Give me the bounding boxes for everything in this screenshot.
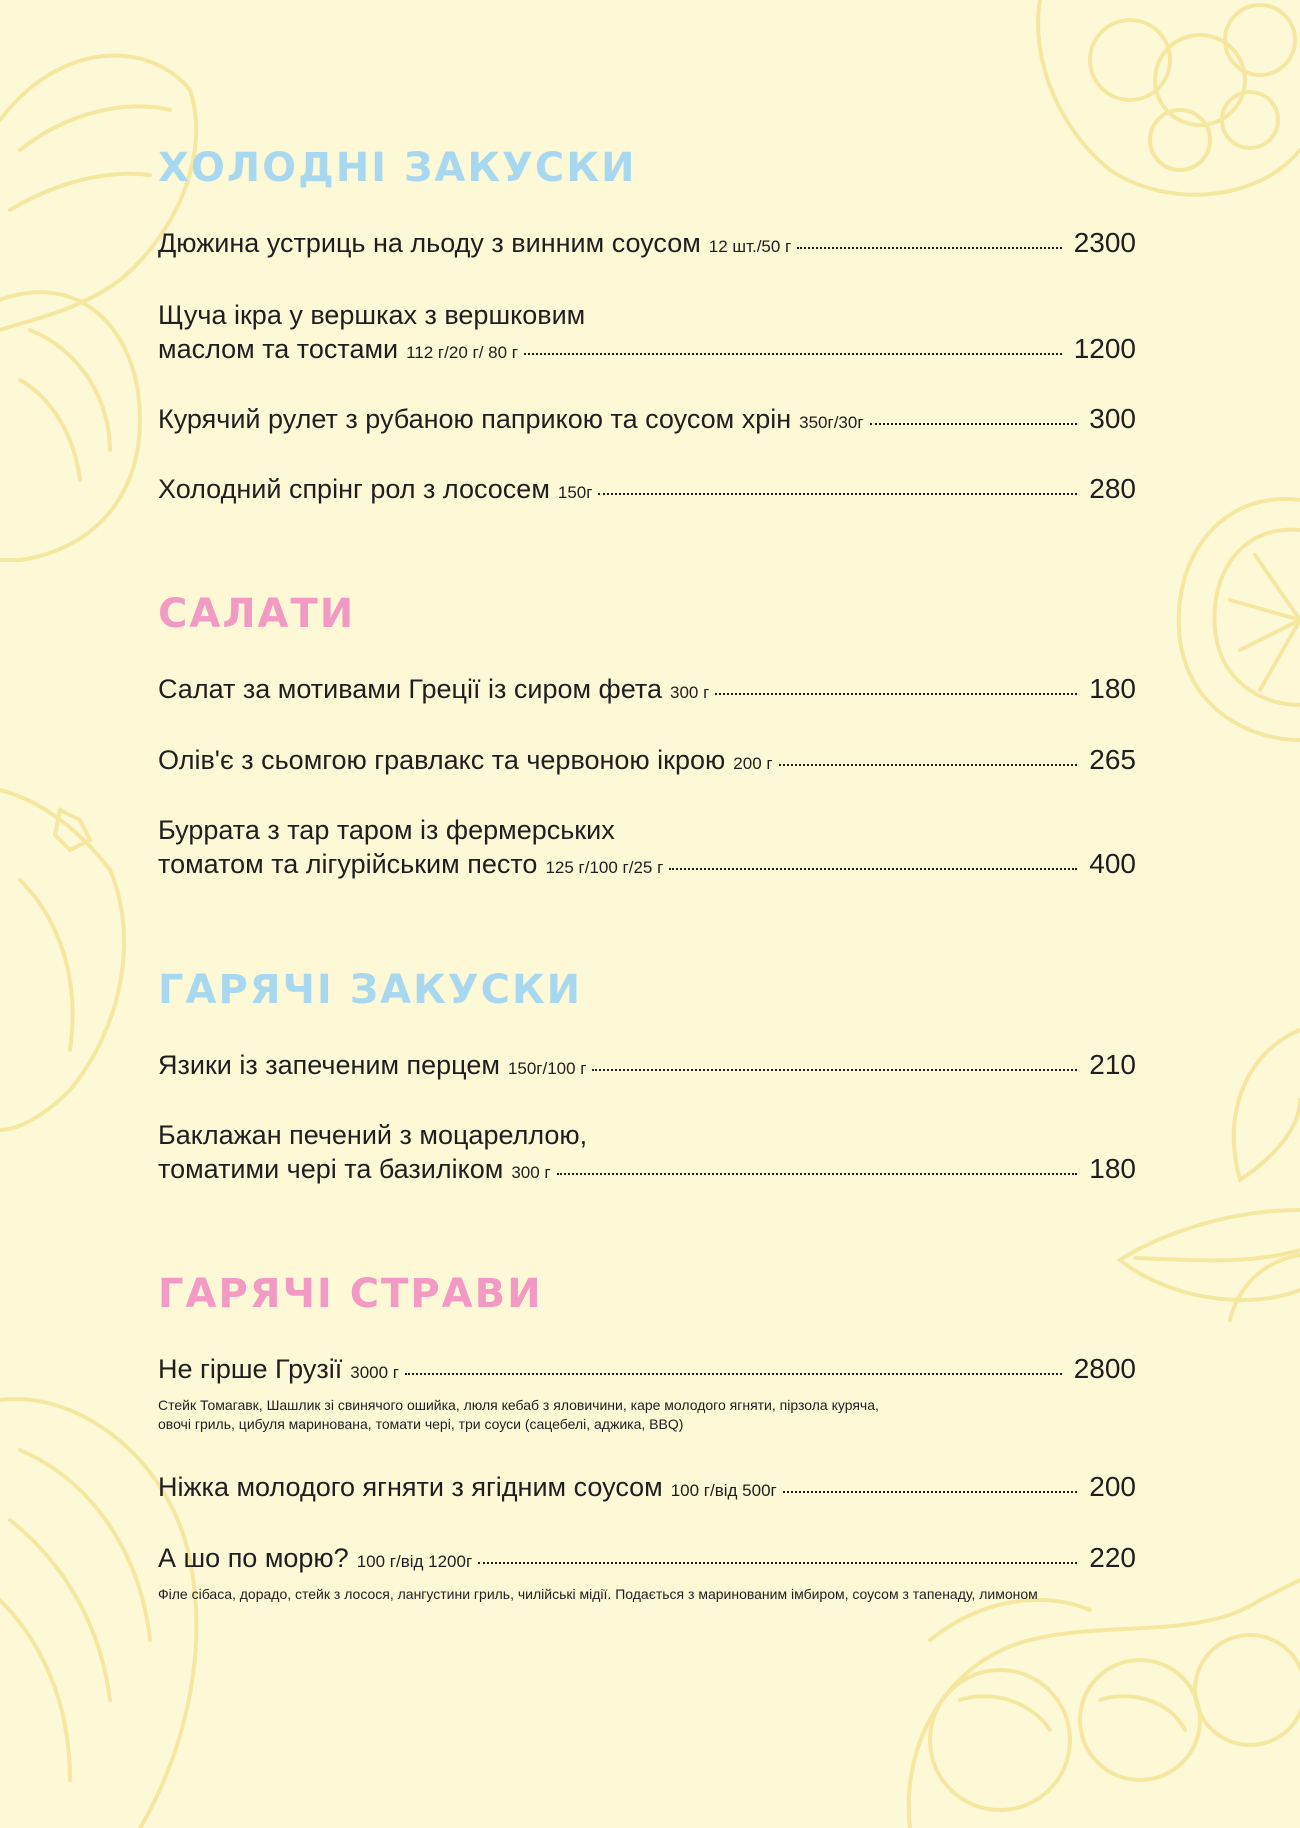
menu-item bbox=[158, 1048, 1136, 1086]
dish-name: Олів'є з сьомгою гравлакс та червоною ікрою bbox=[158, 745, 726, 775]
dish-description-line: Філе сібаса, дорадо, стейк з лосося, лангустини гриль, чилійські мідії. Подається з маринованим імбиром, соусом з тапенаду, лимоном bbox=[158, 1586, 1038, 1602]
dish-description bbox=[158, 1396, 1136, 1434]
dish-weight: 150г bbox=[557, 483, 593, 502]
dish-price: 2300 bbox=[1073, 227, 1136, 258]
dish-price: 180 bbox=[1089, 673, 1136, 704]
dish-price: 200 bbox=[1089, 1471, 1136, 1502]
dotted-leader bbox=[779, 764, 1078, 766]
dish-price: 180 bbox=[1089, 1153, 1136, 1184]
dish-price: 300 bbox=[1089, 403, 1136, 434]
dish-price: 265 bbox=[1089, 744, 1136, 775]
dish-name: Салат за мотивами Греції із сиром фета bbox=[158, 674, 662, 704]
dish-name: Ніжка молодого ягняти з ягідним соусом bbox=[158, 1472, 663, 1502]
dish-weight: 200 г bbox=[733, 754, 773, 773]
dish-description-line: овочі гриль, цибуля маринована, томати чері, три соуси (сацебелі, аджика, BBQ) bbox=[158, 1416, 684, 1432]
menu-item bbox=[158, 1541, 1136, 1604]
dish-price: 210 bbox=[1089, 1049, 1136, 1080]
dish-name: Язики із запеченим перцем bbox=[158, 1050, 500, 1080]
dotted-leader bbox=[870, 423, 1078, 425]
dish-name: маслом та тостами bbox=[158, 334, 399, 364]
dotted-leader bbox=[715, 693, 1077, 695]
dotted-leader bbox=[598, 493, 1077, 495]
menu-item bbox=[158, 226, 1136, 264]
dish-name: Курячий рулет з рубаною паприкою та соусом хрін bbox=[158, 404, 792, 434]
dotted-leader bbox=[524, 353, 1062, 355]
dish-weight: 100 г/від 1200г bbox=[356, 1552, 473, 1571]
dish-name-line1: Буррата з тар таром із фермерських bbox=[158, 815, 615, 845]
menu-item bbox=[158, 402, 1136, 440]
dish-description bbox=[158, 1585, 1136, 1604]
dish-name: Не гірше Грузії bbox=[158, 1354, 343, 1384]
cabbage-illustration bbox=[0, 1399, 196, 1828]
dotted-leader bbox=[783, 1491, 1078, 1493]
dotted-leader bbox=[669, 868, 1077, 870]
section-title: ГАРЯЧІ СТРАВИ bbox=[158, 1271, 543, 1317]
dotted-leader bbox=[797, 247, 1061, 249]
section-title: ГАРЯЧІ ЗАКУСКИ bbox=[158, 967, 583, 1013]
menu-item bbox=[158, 672, 1136, 710]
dish-price: 280 bbox=[1089, 473, 1136, 504]
dotted-leader bbox=[557, 1173, 1078, 1175]
dish-weight: 150г/100 г bbox=[507, 1059, 587, 1078]
dish-name-line1: Баклажан печений з моцареллою, bbox=[158, 1120, 588, 1150]
dish-weight: 112 г/20 г/ 80 г bbox=[406, 343, 518, 362]
dotted-leader bbox=[592, 1069, 1077, 1071]
dish-weight: 125 г/100 г/25 г bbox=[545, 858, 664, 877]
dish-weight: 3000 г bbox=[350, 1363, 400, 1382]
dish-weight: 350г/30г bbox=[799, 413, 864, 432]
dish-weight: 300 г bbox=[669, 683, 710, 702]
dish-price: 2800 bbox=[1073, 1353, 1136, 1384]
dish-weight: 100 г/від 500г bbox=[670, 1481, 777, 1500]
menu-item bbox=[158, 472, 1136, 510]
dish-name: томатими чері та базиліком bbox=[158, 1154, 504, 1184]
dotted-leader bbox=[405, 1373, 1062, 1375]
dish-weight: 12 шт./50 г bbox=[708, 237, 792, 256]
section-title: ХОЛОДНІ ЗАКУСКИ bbox=[158, 145, 637, 191]
section-title: САЛАТИ bbox=[158, 591, 356, 637]
apple-illustration bbox=[0, 292, 140, 560]
dish-name: Холодний спрінг рол з лососем bbox=[158, 474, 550, 504]
dish-price: 400 bbox=[1089, 848, 1136, 879]
cauliflower-illustration bbox=[1038, 0, 1300, 195]
dish-name: Дюжина устриць на льоду з винним соусом bbox=[158, 228, 701, 258]
dish-name: А шо по морю? bbox=[158, 1543, 349, 1573]
dish-description-line: Стейк Томагавк, Шашлик зі свинячого ошийка, люля кебаб з яловичини, каре молодого ягняти, пірзола куряча, bbox=[158, 1397, 879, 1413]
menu-item bbox=[158, 813, 1136, 885]
menu-item bbox=[158, 1352, 1136, 1434]
leaves-illustration bbox=[1234, 1030, 1300, 1180]
menu-item bbox=[158, 298, 1136, 370]
dish-price: 220 bbox=[1089, 1542, 1136, 1573]
cucumber-illustration bbox=[0, 56, 196, 330]
menu-item bbox=[158, 1470, 1136, 1508]
dotted-leader bbox=[478, 1562, 1077, 1564]
dish-name: томатом та лігурійським песто bbox=[158, 849, 538, 879]
dish-weight: 300 г bbox=[511, 1163, 551, 1182]
menu-item bbox=[158, 743, 1136, 781]
dish-name-line1: Щуча ікра у вершках з вершковим bbox=[158, 300, 586, 330]
dish-price: 1200 bbox=[1073, 333, 1136, 364]
menu-item bbox=[158, 1118, 1136, 1190]
